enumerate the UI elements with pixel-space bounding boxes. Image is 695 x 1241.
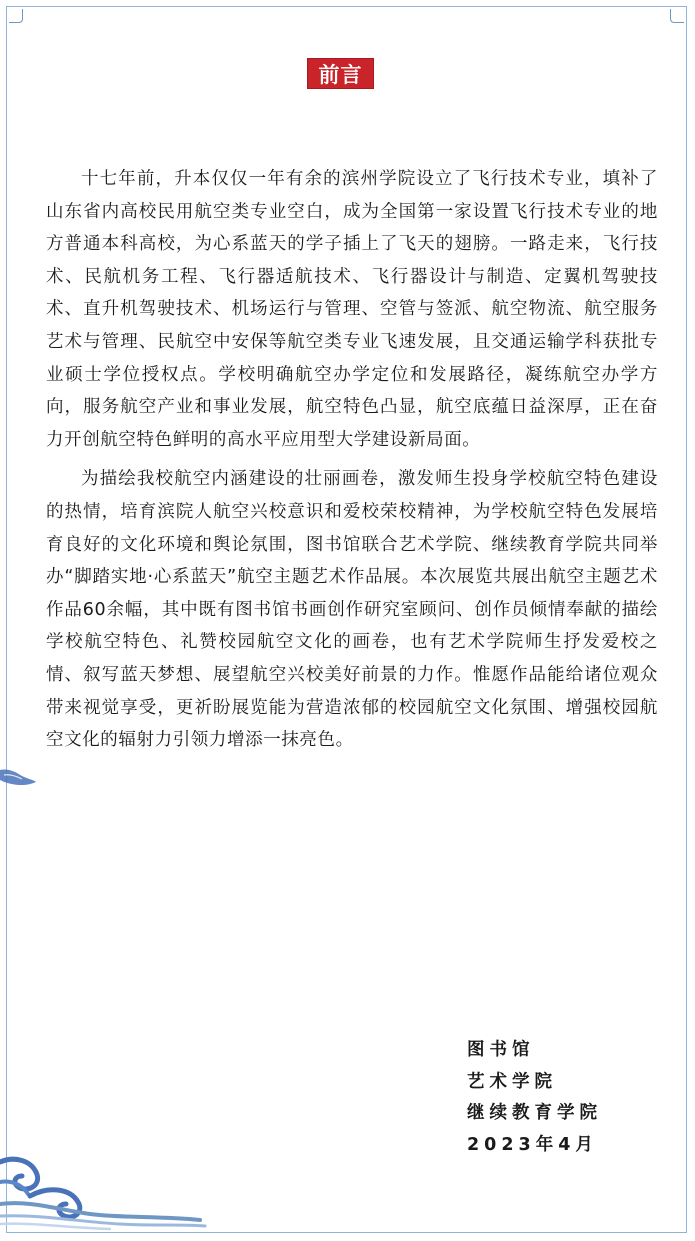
- signature-continuing-education: 继续教育学院: [467, 1103, 602, 1123]
- corner-ornament-top-left: [9, 9, 23, 23]
- paragraph-1: 十七年前，升本仅仅一年有余的滨州学院设立了飞行技术专业，填补了山东省内高校民用航空类专业空白，成为全国第一家设置飞行技术专业的地方普通本科高校，为心系蓝天的学子插上了飞天的翅膀。一路走来，飞行技术、民航机务工程、飞行器适航技术、飞行器设计与制造、定翼机驾驶技术、直升机驾驶技术、机场运行与管理、空管与签派、航空物流、航空服务艺术与管理、民航空中安保等航空类专业飞速发展，且交通运输学科获批专业硕士学位授权点。学校明确航空办学定位和发展路径，凝练航空办学方向，服务航空产业和事业发展，航空特色凸显，航空底蕴日益深厚，正在奋力开创航空特色鲜明的高水平应用型大学建设新局面。: [46, 169, 658, 450]
- signature-art-college: 艺术学院: [467, 1071, 557, 1092]
- preface-title: 前言: [307, 58, 374, 89]
- signature-library: 图书馆: [467, 1040, 535, 1060]
- paragraph-2: 为描绘我校航空内涵建设的壮丽画卷，激发师生投身学校航空特色建设的热情，培育滨院人航空兴校意识和爱校荣校精神，为学校航空特色发展培育良好的文化环境和舆论氛围，图书馆联合艺术学院、继续教育学院共同举办“脚踏实地·心系蓝天”航空主题艺术作品展。本次展览共展出航空主题艺术作品60余幅，其中既有图书馆书画创作研究室顾问、创作员倾情奉献的描绘学校航空特色、礼赞校园航空文化的画卷，也有艺术学院师生抒发爱校之情、叙写蓝天梦想、展望航空兴校美好前景的力作。惟愿作品能给诸位观众带来视觉享受，更祈盼展览能为营造浓郁的校园航空文化氛围、增强校园航空文化的辐射力引领力增添一抹亮色。: [46, 469, 658, 751]
- preface-body: [46, 163, 658, 757]
- corner-ornament-top-right: [670, 9, 684, 23]
- signature-date: 2023年4月: [467, 1134, 598, 1155]
- auspicious-cloud-icon: [0, 1152, 210, 1232]
- signature-block: [467, 1035, 667, 1161]
- cloud-ornament-icon: [0, 766, 36, 788]
